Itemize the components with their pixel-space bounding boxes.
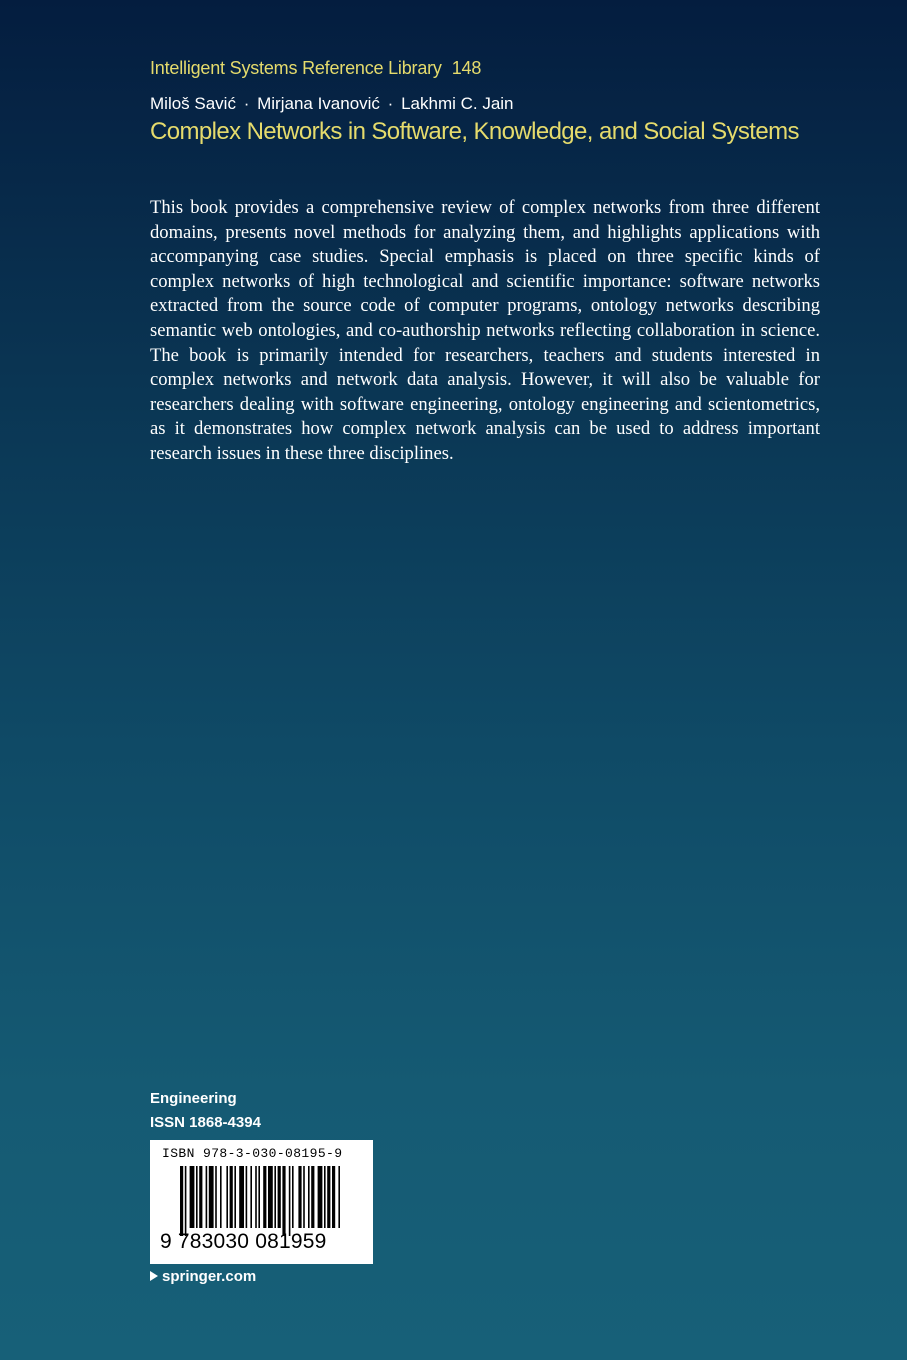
barcode-bar bbox=[311, 1166, 314, 1228]
barcode-bar bbox=[324, 1166, 326, 1228]
series-name: Intelligent Systems Reference Library bbox=[150, 58, 442, 78]
author-name: Miloš Savić bbox=[150, 94, 236, 113]
barcode-bar bbox=[234, 1166, 236, 1228]
barcode-bar bbox=[255, 1166, 257, 1228]
barcode-bar bbox=[230, 1166, 233, 1228]
issn-number: ISSN 1868-4394 bbox=[150, 1114, 261, 1131]
publisher-url: springer.com bbox=[162, 1268, 257, 1285]
barcode-bar bbox=[199, 1166, 202, 1228]
barcode-bar bbox=[338, 1166, 340, 1228]
barcode-bar bbox=[246, 1166, 248, 1228]
barcode-bar bbox=[258, 1166, 260, 1228]
barcode-bar bbox=[190, 1166, 195, 1228]
barcode-bar bbox=[180, 1166, 183, 1236]
subject-category: Engineering bbox=[150, 1090, 237, 1107]
barcode-bar bbox=[215, 1166, 217, 1228]
book-title: Complex Networks in Software, Knowledge, and Social Systems bbox=[150, 118, 799, 145]
barcode-bar bbox=[250, 1166, 252, 1228]
author-name: Lakhmi C. Jain bbox=[401, 94, 514, 113]
isbn-barcode bbox=[150, 1140, 373, 1264]
author-separator: · bbox=[243, 94, 250, 113]
barcode-bar bbox=[226, 1166, 228, 1228]
barcode-bar bbox=[298, 1166, 301, 1228]
series-title bbox=[150, 58, 481, 79]
barcode-bar bbox=[209, 1166, 214, 1228]
barcode-bar bbox=[318, 1166, 323, 1228]
barcode-bar bbox=[220, 1166, 222, 1228]
series-volume: 148 bbox=[451, 58, 482, 78]
barcode-bar bbox=[289, 1166, 291, 1236]
barcode-bar bbox=[185, 1166, 187, 1236]
barcode-bar bbox=[332, 1166, 335, 1228]
publisher-link[interactable] bbox=[150, 1268, 256, 1285]
author-separator: · bbox=[387, 94, 394, 113]
barcode-bar bbox=[196, 1166, 198, 1228]
barcode-bar bbox=[303, 1166, 305, 1228]
arrow-right-icon bbox=[150, 1271, 158, 1281]
barcode-bar bbox=[274, 1166, 276, 1228]
book-description: This book provides a comprehensive review of complex networks from three different domains, presents novel methods for analyzing them, and highlights applications with accompanying case studies. Special emphasis is placed on three specific kinds of complex networks of high technological and scientific importance: software networks extracted from the source code of computer programs, ontology networks describing semantic web ontologies, and co-authorship networks reflecting collaboration in science. The book is primarily intended for researchers, teachers and students interested in complex networks and network data analysis. However, it will also be valuable for researchers dealing with software engineering, ontology engineering and scientometrics, as it demonstrates how complex network analysis can be used to address important research issues in these three disciplines. bbox=[150, 197, 820, 464]
barcode-bar bbox=[206, 1166, 208, 1228]
barcode-bar bbox=[292, 1166, 294, 1228]
barcode-bar bbox=[282, 1166, 285, 1236]
barcode-bar bbox=[308, 1166, 310, 1228]
isbn-label: ISBN 978-3-030-08195-9 bbox=[162, 1146, 343, 1161]
barcode-bar bbox=[239, 1166, 244, 1228]
author-list bbox=[150, 94, 514, 114]
barcode-digits: 9 783030 081959 bbox=[160, 1230, 327, 1253]
barcode-bar bbox=[263, 1166, 266, 1228]
barcode-bar bbox=[268, 1166, 273, 1228]
barcode-bar bbox=[327, 1166, 330, 1228]
author-name: Mirjana Ivanović bbox=[257, 94, 380, 113]
barcode-bar bbox=[278, 1166, 281, 1228]
